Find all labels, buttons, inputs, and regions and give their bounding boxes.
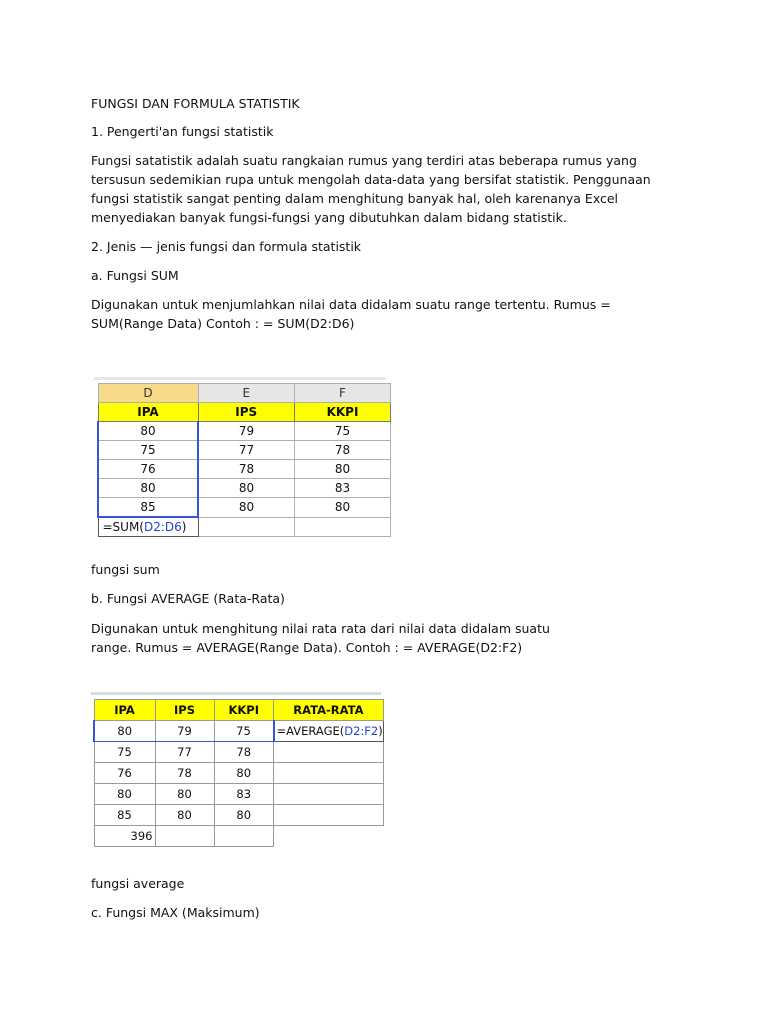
data-cell[interactable]: 79	[198, 422, 295, 441]
sheet2-toolbar-edge	[91, 692, 381, 695]
data-cell[interactable]: 78	[214, 742, 274, 763]
average-formula-cell[interactable]	[274, 721, 384, 742]
empty-cell[interactable]	[274, 784, 384, 805]
formula-range-ref: D2:D6	[144, 520, 182, 534]
header-cell[interactable]: RATA-RATA	[274, 700, 384, 721]
empty-cell[interactable]	[274, 805, 384, 826]
data-cell[interactable]: 80	[198, 479, 295, 498]
column-header-f[interactable]: F	[295, 384, 391, 403]
header-cell[interactable]: IPA	[94, 700, 155, 721]
header-cell[interactable]: IPA	[98, 403, 198, 422]
empty-cell[interactable]	[198, 517, 295, 537]
empty-cell[interactable]	[295, 517, 391, 537]
data-cell[interactable]: 85	[94, 805, 155, 826]
data-cell[interactable]: 80	[198, 498, 295, 518]
column-header-e[interactable]: E	[198, 384, 295, 403]
data-cell[interactable]: 80	[214, 763, 274, 784]
data-cell[interactable]: 76	[98, 460, 198, 479]
data-cell[interactable]: 75	[98, 441, 198, 460]
data-cell[interactable]: 76	[94, 763, 155, 784]
average-body: Digunakan untuk menghitung nilai rata rata dari nilai data didalam suatu range. Rumus = AVERAGE(Range Data). Contoh : = AVERAGE(D2:F2)	[91, 621, 550, 655]
formula-suffix: )	[378, 724, 383, 738]
data-cell[interactable]: 83	[214, 784, 274, 805]
column-header-d[interactable]: D	[98, 384, 198, 403]
data-cell[interactable]: 80	[98, 422, 198, 441]
data-cell[interactable]: 80	[94, 784, 155, 805]
sum-formula-cell[interactable]	[98, 517, 198, 537]
empty-cell[interactable]	[214, 826, 274, 847]
data-cell[interactable]: 80	[98, 479, 198, 498]
empty-cell[interactable]	[274, 826, 384, 847]
sum-caption: fungsi sum	[91, 562, 160, 577]
data-cell[interactable]: 75	[94, 742, 155, 763]
average-heading: b. Fungsi AVERAGE (Rata-Rata)	[91, 591, 285, 606]
data-cell[interactable]: 77	[198, 441, 295, 460]
data-cell[interactable]: 80	[155, 805, 214, 826]
data-cell[interactable]: 80	[94, 721, 155, 742]
data-cell[interactable]: 80	[214, 805, 274, 826]
data-cell[interactable]: 77	[155, 742, 214, 763]
sum-body: Digunakan untuk menjumlahkan nilai data didalam suatu range tertentu. Rumus = SUM(Range Data) Contoh : = SUM(D2:D6)	[91, 297, 611, 331]
section2-heading: 2. Jenis — jenis fungsi dan formula statistik	[91, 239, 362, 254]
sheet1-toolbar-edge	[94, 377, 386, 380]
header-cell[interactable]: KKPI	[214, 700, 274, 721]
empty-cell[interactable]	[155, 826, 214, 847]
data-cell[interactable]: 78	[198, 460, 295, 479]
section1-heading: 1. Pengerti'an fungsi statistik	[91, 124, 274, 139]
data-cell[interactable]: 78	[155, 763, 214, 784]
data-cell[interactable]: 80	[295, 460, 391, 479]
formula-suffix: )	[181, 520, 187, 534]
header-cell[interactable]: IPS	[155, 700, 214, 721]
empty-cell[interactable]	[274, 742, 384, 763]
sum-heading: a. Fungsi SUM	[91, 268, 179, 283]
data-cell[interactable]: 75	[214, 721, 274, 742]
data-cell[interactable]: 78	[295, 441, 391, 460]
formula-prefix: =SUM(	[102, 520, 144, 534]
average-caption: fungsi average	[91, 876, 185, 891]
data-cell[interactable]: 85	[98, 498, 198, 518]
page-title: FUNGSI DAN FORMULA STATISTIK	[91, 96, 300, 111]
max-heading: c. Fungsi MAX (Maksimum)	[91, 905, 260, 920]
average-spreadsheet	[93, 699, 384, 847]
sum-result-cell[interactable]: 396	[94, 826, 155, 847]
section1-body: Fungsi satatistik adalah suatu rangkaian rumus yang terdiri atas beberapa rumus yang tersusun sedemikian rupa untuk mengolah data-data yang bersifat statistik. Penggunaan fungsi statistik sangat penting dalam menghitung banyak hal, oleh karenanya Excel menyediakan banyak fungsi-fungsi yang dibutuhkan dalam bidang statistik.	[91, 153, 651, 225]
header-cell[interactable]: IPS	[198, 403, 295, 422]
data-cell[interactable]: 80	[295, 498, 391, 518]
data-cell[interactable]: 75	[295, 422, 391, 441]
sum-spreadsheet	[97, 383, 391, 537]
data-cell[interactable]: 80	[155, 784, 214, 805]
empty-cell[interactable]	[274, 763, 384, 784]
formula-range-ref: D2:F2	[344, 724, 379, 738]
data-cell[interactable]: 83	[295, 479, 391, 498]
header-cell[interactable]: KKPI	[295, 403, 391, 422]
data-cell[interactable]: 79	[155, 721, 214, 742]
formula-prefix: =AVERAGE(	[276, 724, 345, 738]
